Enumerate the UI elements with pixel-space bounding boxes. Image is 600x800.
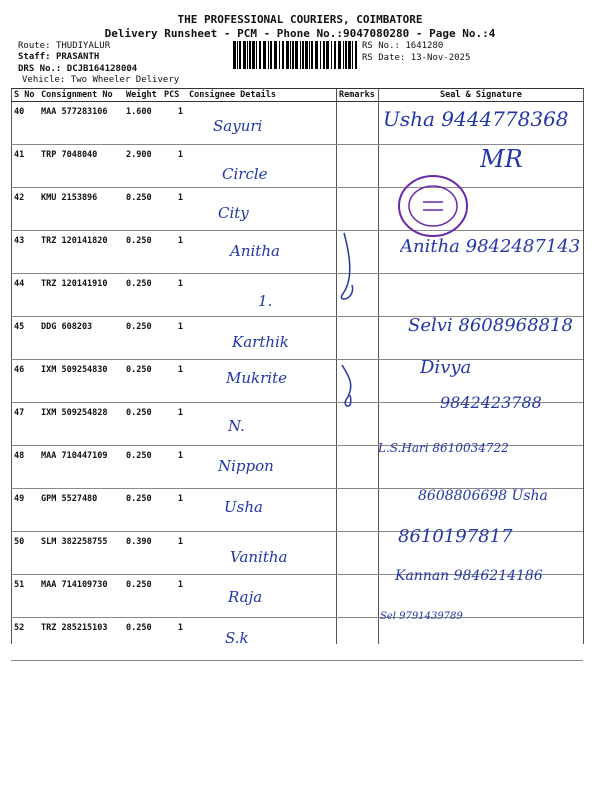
signature-handwriting: MR (480, 145, 523, 174)
weight-cell: 1.600 (123, 102, 161, 145)
pcs-cell: 1 (161, 575, 186, 618)
consignee-handwriting: Anitha (230, 241, 280, 260)
barcode (233, 41, 359, 69)
table-row (11, 274, 583, 317)
vehicle-line: Vehicle: Two Wheeler Delivery (22, 75, 180, 85)
weight-cell: 0.250 (123, 618, 161, 661)
table-header-row (11, 89, 583, 102)
consignee-handwriting: Karthik (232, 332, 289, 351)
pcs-cell: 1 (161, 188, 186, 231)
sno-cell: 52 (11, 618, 38, 661)
signature-handwriting: L.S.Hari 8610034722 (378, 441, 509, 456)
col-signature: Seal & Signature (379, 89, 583, 102)
signature-handwriting: 8610197817 (398, 526, 513, 547)
weight-cell: 0.250 (123, 317, 161, 360)
signature-handwriting: Divya (420, 356, 472, 378)
sno-cell: 48 (11, 446, 38, 489)
pcs-cell: 1 (161, 317, 186, 360)
col-consignment: Consignment No (38, 89, 123, 102)
pcs-cell: 1 (161, 446, 186, 489)
sno-cell: 49 (11, 489, 38, 532)
sno-cell: 44 (11, 274, 38, 317)
weight-cell: 0.250 (123, 360, 161, 403)
remarks-cell (336, 575, 379, 618)
remarks-cell (336, 618, 379, 661)
col-remarks: Remarks (336, 89, 379, 102)
pcs-cell: 1 (161, 403, 186, 446)
rs-no-line: RS No.: 1641280 (362, 41, 444, 51)
consignment-no-cell: DDG 608203 (38, 317, 123, 360)
sno-cell: 46 (11, 360, 38, 403)
weight-cell: 0.250 (123, 446, 161, 489)
remarks-cell (336, 446, 379, 489)
weight-cell: 0.250 (123, 188, 161, 231)
consignee-cell (186, 403, 336, 446)
sno-cell: 47 (11, 403, 38, 446)
weight-cell: 0.250 (123, 489, 161, 532)
consignee-handwriting: Usha (224, 497, 263, 516)
consignment-no-cell: TRZ 120141820 (38, 231, 123, 274)
route-line: Route: THUDIYALUR (18, 41, 111, 51)
sno-cell: 42 (11, 188, 38, 231)
consignee-handwriting: N. (228, 417, 245, 436)
consignment-no-cell: MAA 714109730 (38, 575, 123, 618)
remarks-cell (336, 145, 379, 188)
table-row (11, 188, 583, 231)
consignment-no-cell: KMU 2153896 (38, 188, 123, 231)
pcs-cell: 1 (161, 618, 186, 661)
signature-handwriting: Sel 9791439789 (380, 610, 463, 622)
consignee-handwriting: City (218, 203, 249, 222)
consignment-no-cell: TRP 7048040 (38, 145, 123, 188)
rs-date-line: RS Date: 13-Nov-2025 (362, 53, 471, 63)
consignment-no-cell: TRZ 285215103 (38, 618, 123, 661)
consignee-handwriting: Nippon (218, 457, 274, 476)
table-row (11, 618, 583, 661)
col-pcs: PCS (161, 89, 186, 102)
consignee-handwriting: S.k (225, 628, 249, 647)
signature-handwriting: 9842423788 (440, 393, 542, 413)
pcs-cell: 1 (161, 102, 186, 145)
weight-cell: 0.250 (123, 575, 161, 618)
consignee-handwriting: 1. (258, 292, 273, 311)
consignee-handwriting: Mukrite (226, 368, 287, 387)
consignment-no-cell: TRZ 120141910 (38, 274, 123, 317)
remarks-cell (336, 532, 379, 575)
weight-cell: 0.250 (123, 274, 161, 317)
consignment-no-cell: MAA 577283106 (38, 102, 123, 145)
consignment-no-cell: SLM 382258755 (38, 532, 123, 575)
consignment-no-cell: IXM 509254830 (38, 360, 123, 403)
signature-handwriting: Usha 9444778368 (383, 107, 569, 131)
pcs-cell: 1 (161, 231, 186, 274)
sno-cell: 41 (11, 145, 38, 188)
consignee-cell (186, 188, 336, 231)
sno-cell: 50 (11, 532, 38, 575)
consignment-no-cell: GPM 5527480 (38, 489, 123, 532)
pcs-cell: 1 (161, 145, 186, 188)
company-seal-stamp (393, 170, 473, 242)
signature-handwriting: Anitha 9842487143 (400, 235, 581, 257)
col-weight: Weight (123, 89, 161, 102)
consignment-no-cell: MAA 710447109 (38, 446, 123, 489)
consignee-handwriting: Circle (222, 165, 268, 184)
sno-cell: 51 (11, 575, 38, 618)
weight-cell: 0.250 (123, 403, 161, 446)
consignment-no-cell: IXM 509254828 (38, 403, 123, 446)
col-sno: S No (11, 89, 38, 102)
consignee-handwriting: Sayuri (213, 117, 263, 135)
remarks-cell (336, 489, 379, 532)
sno-cell: 43 (11, 231, 38, 274)
consignee-handwriting: Vanitha (230, 548, 288, 566)
staff-line: Staff: PRASANTH (18, 52, 100, 62)
remarks-cell (336, 102, 379, 145)
weight-cell: 2.900 (123, 145, 161, 188)
company-title: THE PROFESSIONAL COURIERS, COIMBATORE (177, 13, 423, 26)
remarks-scribble (336, 225, 376, 425)
signature-cell (379, 618, 583, 661)
pcs-cell: 1 (161, 489, 186, 532)
signature-handwriting: 8608806698 Usha (418, 487, 548, 504)
sno-cell: 40 (11, 102, 38, 145)
weight-cell: 0.390 (123, 532, 161, 575)
consignee-cell (186, 618, 336, 661)
pcs-cell: 1 (161, 274, 186, 317)
consignee-handwriting: Raja (228, 588, 263, 607)
col-consignee: Consignee Details (186, 89, 336, 102)
runsheet-subtitle: Delivery Runsheet - PCM - Phone No.:9047080280 - Page No.:4 (104, 27, 496, 40)
signature-handwriting: Selvi 8608968818 (408, 314, 573, 336)
drs-line: DRS No.: DCJB164128004 (18, 64, 138, 74)
pcs-cell: 1 (161, 360, 186, 403)
table-border-right (583, 88, 584, 644)
signature-handwriting: Kannan 9846214186 (395, 568, 543, 585)
signature-cell (379, 274, 583, 317)
weight-cell: 0.250 (123, 231, 161, 274)
sno-cell: 45 (11, 317, 38, 360)
pcs-cell: 1 (161, 532, 186, 575)
